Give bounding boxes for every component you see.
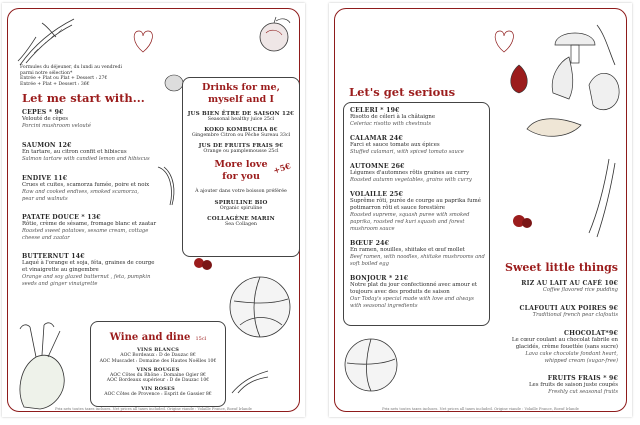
item-title: SAUMON 12€ (22, 142, 72, 149)
item-desc-en: Our Today's special made with love and always (350, 296, 474, 302)
item-title: CELERI * 19€ (350, 107, 400, 114)
extra-name: SPIRULINE BIO (214, 200, 268, 206)
drinks-heading-1: Drinks for me, (202, 82, 280, 93)
item-desc-en: Freshly cut seasonal fruits (548, 389, 618, 395)
more-love-block (183, 159, 299, 185)
item-desc-fr: Rôtie, crème de sésame, fromage blanc et zaatar (22, 221, 157, 227)
drink-name: JUS DE FRUITS FRAIS 9€ (198, 143, 284, 149)
item-desc-en: Celeriac risotto with chestnuts (350, 121, 432, 127)
more-love-heading-2: for you (222, 171, 260, 182)
drink-desc: Seasonal healthy juice 25cl (207, 117, 275, 122)
item-desc-en: Stuffed calamari, with spiced tomato sauce (350, 149, 464, 155)
menu-item (488, 280, 618, 294)
menu-item (22, 253, 172, 288)
wine-line: AOC Bordeaux supérieur : D de Dauzac 10€ (106, 378, 210, 384)
menu-item (488, 305, 618, 319)
corn-illustration (579, 153, 625, 243)
item-desc-fr: Le cœur coulant au chocolat fabrile en (511, 337, 618, 343)
item-desc-fr: Velouté de cèpes (22, 116, 69, 122)
wine-group (91, 367, 225, 385)
item-desc-fr: En ramen, nouilles, shiitake et œuf mollet (350, 247, 465, 253)
pepper-illustration-2 (228, 367, 272, 397)
apple-illustration (254, 15, 296, 55)
berries-illustration (509, 207, 537, 235)
menu-item (350, 107, 489, 128)
menu-page-right (329, 3, 632, 417)
wine-group (91, 386, 225, 398)
drink-name: JUS BIEN ÊTRE DE SAISON 12€ (187, 111, 295, 117)
garlic-illustration (499, 59, 539, 99)
item-desc-en: Roasted sweet potatoes, sesame cream, cottage (22, 228, 149, 234)
intro-line: Formules du déjeuner, du lundi au vendredi (20, 65, 122, 70)
intro-line: parmi notre sélection* (20, 70, 73, 76)
wine-group-label: VINS BLANCS (136, 347, 180, 353)
item-desc-en: cheese and zaatar (22, 235, 70, 241)
item-title: CEPES * 9€ (22, 109, 64, 116)
intro-line: Entrée + Plat + Dessert : 36€ (20, 81, 90, 87)
item-desc-fr: et vinaigrette au gingembre (22, 267, 99, 273)
extra-desc: Organic spiruline (219, 206, 263, 211)
item-desc-fr: Notre plat du jour confectionné avec amour et (350, 282, 477, 288)
item-desc-en: Orange and soy glazed butternut , feta, pumpkin (22, 274, 151, 280)
starters-heading: Let me start with... (22, 91, 145, 105)
item-desc-en: paprika, roasted red kuri squash and forest (350, 219, 465, 225)
item-title: BŒUF 24€ (350, 240, 390, 247)
menu-item (350, 135, 489, 156)
extra-name: COLLAGÈNE MARIN (207, 216, 275, 222)
menu-item (22, 142, 172, 163)
item-desc-en: Beef ramen, with noodles, shiitake mushrooms and (350, 254, 485, 260)
drinks-heading-2: myself and I (207, 94, 275, 105)
item-desc-fr: potimarron rôti et sauce forestière (350, 205, 445, 211)
onion-illustration (543, 53, 583, 103)
more-love-price: +5€ (272, 160, 293, 176)
drinks-box (182, 77, 300, 257)
item-desc-en: Salmon tartare with candied lemon and hibiscus (22, 156, 150, 162)
item-desc-en: mushroom sauce (350, 226, 395, 232)
desserts-heading: Sweet little things (505, 261, 618, 274)
item-desc-fr: Les fruits de saison juste coupés (528, 382, 618, 388)
drink-name: KOKO KOMBUCHA 8€ (204, 127, 278, 133)
menu-page-left (2, 3, 305, 417)
drink-desc: Gingembre Citron ou Pêche Sureau 33cl (191, 133, 291, 138)
item-desc-fr: Crues et cuites, scamorza fumée, poire et noix (22, 182, 150, 188)
wine-volume: 15cl (195, 336, 207, 342)
corn-illustration (12, 13, 82, 73)
item-desc-fr: glacidés, crème fouettée (sans sucre) (515, 344, 618, 350)
item-title: RIZ AU LAIT AU CAFÉ 10€ (521, 280, 618, 287)
wine-heading (91, 325, 225, 344)
menu-item (350, 275, 489, 310)
item-desc-en: Traditional french pear clafoutis (532, 312, 618, 318)
item-desc-fr: Suprême rôti, purée de courge au paprika fumé (350, 198, 481, 204)
item-desc-en: with seasonal ingredients (350, 303, 418, 309)
item-desc-en: seeds and ginger vinaigrette (22, 281, 98, 287)
item-title: PATATE DOUCE * 13€ (22, 214, 101, 221)
extra-item (183, 216, 299, 228)
item-desc-fr: En tartare, au citron confit et hibiscus (22, 149, 127, 155)
menu-item (350, 191, 489, 233)
item-title: CALAMAR 24€ (350, 135, 403, 142)
item-title: ENDIVE 11€ (22, 175, 68, 182)
menu-item (350, 240, 489, 268)
wine-line: AOC Bordeaux : D de Dauzac 8€ (120, 353, 196, 358)
wine-title: Wine and dine (109, 332, 191, 343)
item-desc-fr: Farci et sauce tomate aux épices (350, 142, 440, 148)
menu-item (22, 109, 172, 130)
drink-item (183, 111, 299, 123)
item-desc-fr: Risotto de céleri à la châtaigne (350, 114, 436, 120)
starters-list (22, 109, 172, 288)
item-desc-fr: Légumes d'automnes rôtis graines au curry (350, 170, 470, 176)
item-desc-en: pear and walnuts (22, 196, 68, 202)
menu-item (488, 375, 618, 396)
item-desc-en: Coffee flavored rice pudding (542, 287, 618, 293)
more-love-note: À ajouter dans votre boisson préférée (195, 189, 287, 194)
item-title: CHOCOLAT*9€ (564, 330, 618, 337)
menu-item (22, 175, 172, 203)
more-love-heading-1: More love (214, 159, 268, 170)
mains-heading: Let's get serious (349, 85, 456, 99)
heart-doodle-icon (130, 25, 156, 55)
item-desc-en: Porcini mushroom velouté (22, 123, 91, 129)
wine-group-label: VIN ROSES (141, 386, 175, 393)
item-title: BUTTERNUT 14€ (22, 253, 85, 260)
item-desc-fr: toujours avec des produits de saison (350, 289, 450, 295)
drink-item (183, 127, 299, 139)
desserts-list (488, 280, 618, 396)
wine-group-label: VINS ROUGES (136, 366, 180, 373)
legal-footer: Prix nets toutes taxes incluses. Net prices all taxes included. Origine viande : Volaille France, Boeuf Irlande (55, 407, 252, 411)
item-desc-fr: Laqué à l'orange et soja, féta, graines de courge (22, 260, 155, 266)
item-desc-en: whipped cream (sugar-free) (544, 358, 618, 364)
wine-line: AOC Muscadet : Domaine des Hautes Noëlles 10€ (99, 358, 217, 364)
cabbage-illustration (224, 267, 298, 345)
item-title: VOLAILLE 25€ (350, 191, 404, 198)
item-title: CLAFOUTI AUX POIRES 9€ (519, 305, 618, 312)
menu-item (488, 330, 618, 365)
ginger-illustration (521, 107, 591, 147)
item-desc-en: Roasted autumn vegetables, grains with curry (350, 177, 472, 183)
wine-line: AOC Côtes du Rhône : Domaine Ogier 8€ (110, 372, 206, 378)
heart-doodle-icon (491, 25, 517, 55)
fennel-illustration (10, 321, 80, 411)
legal-footer: Prix nets toutes taxes incluses. Net prices all taxes included. Origine viande : Volaille France, Boeuf Irlande (382, 407, 579, 411)
item-desc-en: Roasted supreme, squash puree with smoked (350, 212, 470, 218)
extra-desc: Sea Collagen (225, 222, 257, 227)
wine-group (91, 347, 225, 365)
wine-box (90, 321, 226, 407)
mains-box (343, 102, 490, 326)
cabbage-illustration (341, 319, 403, 407)
item-title: BONJOUR * 21€ (350, 275, 409, 282)
drink-desc: Orange ou pamplemousse 25cl (203, 149, 279, 154)
extra-item (183, 200, 299, 212)
intro-line: Entrée + Plat ou Plat + Dessert : 27€ (20, 76, 108, 82)
item-title: FRUITS FRAIS * 9€ (547, 375, 618, 382)
drink-item (183, 143, 299, 155)
item-title: AUTOMNE 26€ (350, 163, 405, 170)
lunch-formula (20, 65, 170, 87)
menu-item (22, 214, 172, 242)
item-desc-en: Lava cake chocolate fondant heart, (525, 351, 618, 357)
item-desc-en: soft boiled egg (350, 261, 389, 267)
wine-line: AOC Côtes de Provence : Esprit de Gassier 8€ (104, 392, 212, 398)
item-desc-en: Raw and cooked endives, smoked scamorza, (22, 189, 139, 195)
menu-item (350, 163, 489, 184)
